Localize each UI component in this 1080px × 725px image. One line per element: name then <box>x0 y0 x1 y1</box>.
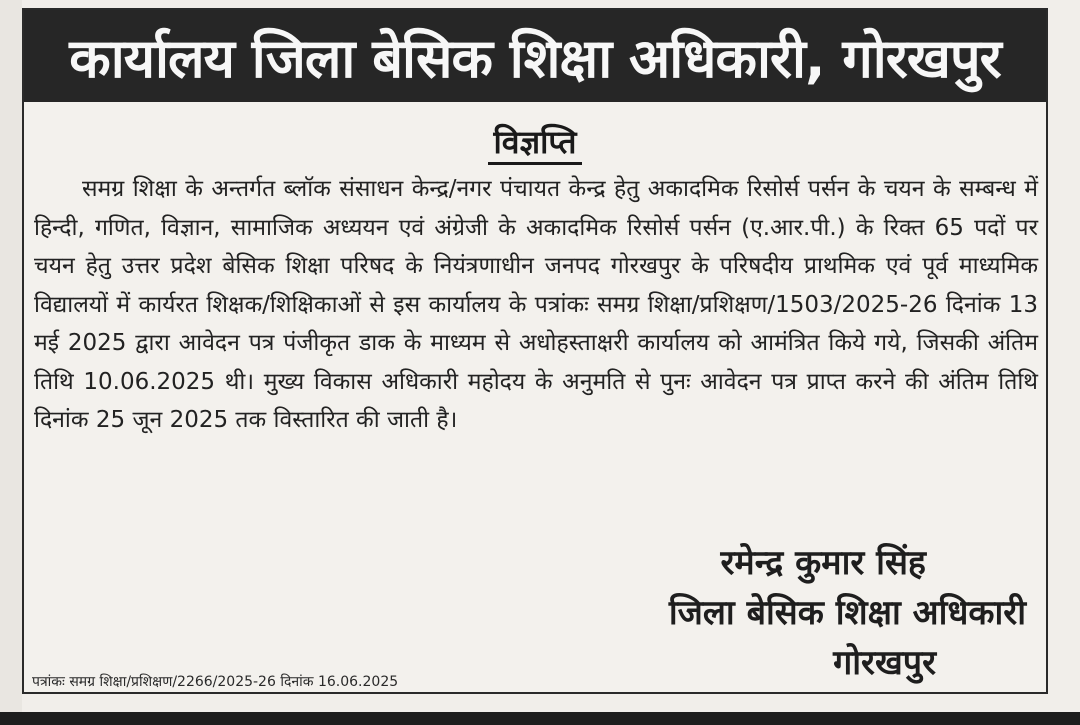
reference-number: पत्रांकः समग्र शिक्षा/प्रशिक्षण/2266/2025-26 दिनांक 16.06.2025 <box>32 674 399 690</box>
signatory-name: रमेन्द्र कुमार सिंह <box>720 543 926 583</box>
signatory-designation: जिला बेसिक शिक्षा अधिकारी <box>668 593 1026 633</box>
signature-block <box>586 538 1026 688</box>
paper-edge <box>0 0 22 712</box>
notice-heading <box>24 122 1046 165</box>
signatory-city: गोरखपुर <box>833 643 936 683</box>
notice-frame <box>22 8 1048 694</box>
bottom-shadow <box>0 712 1080 725</box>
notice-body: समग्र शिक्षा के अन्तर्गत ब्लॉक संसाधन केन्द्र/नगर पंचायत केन्द्र हेतु अकादमिक रिसोर्स पर्सन के चयन के सम्बन्ध में हिन्दी, गणित, विज्ञान, सामाजिक अध्ययन एवं अंग्रेजी के अकादमिक रिसोर्स पर्सन (ए.आर.पी.) के रिक्त 65 पदों पर चयन हेतु उत्तर प्रदेश बेसिक शिक्षा परिषद के नियंत्रणाधीन जनपद गोरखपुर के परिषदीय प्राथमिक एवं पूर्व माध्यमिक विद्यालयों में कार्यरत शिक्षक/शिक्षिकाओं से इस कार्यालय के पत्रांकः समग्र शिक्षा/प्रशिक्षण/1503/2025-26 दिनांक 13 मई 2025 द्वारा आवेदन पत्र पंजीकृत डाक के माध्यम से अधोहस्ताक्षरी कार्यालय को आमंत्रित किये गये, जिसकी अंतिम तिथि 10.06.2025 थी। मुख्य विकास अधिकारी महोदय के अनुमति से पुनः आवेदन पत्र प्राप्त करने की अंतिम तिथि दिनांक 25 जून 2025 तक विस्तारित की जाती है। <box>34 176 1038 433</box>
office-title: कार्यालय जिला बेसिक शिक्षा अधिकारी, गोरखपुर <box>69 27 1001 90</box>
header-band <box>24 10 1046 102</box>
notice-heading-text: विज्ञप्ति <box>488 122 583 165</box>
